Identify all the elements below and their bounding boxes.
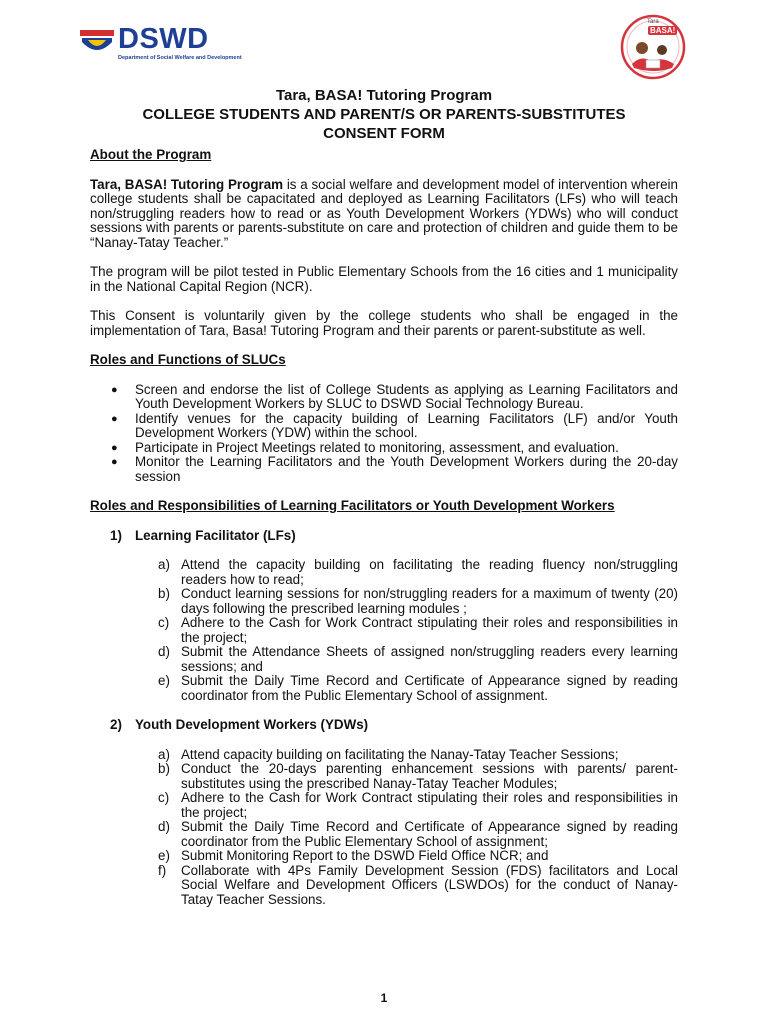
bullet-icon: ●: [111, 383, 118, 396]
ydw-responsibilities-list: [90, 748, 678, 908]
list-item: c) Adhere to the Cash for Work Contract stipulating their roles and responsibilities in the project;: [158, 615, 678, 645]
list-item: ● Identify venues for the capacity building of Learning Facilitators (LF) and/or Youth Development Workers (YDW) within the school.: [111, 410, 678, 440]
dswd-wordmark: DSWD: [118, 23, 209, 55]
roles-heading: Roles and Responsibilities of Learning Facilitators or Youth Development Workers: [90, 498, 615, 513]
list-item: ● Participate in Project Meetings related to monitoring, assessment, and evaluation.: [111, 439, 619, 455]
tara-logo-text: Tara: [647, 19, 659, 25]
list-item: f) Collaborate with 4Ps Family Development Session (FDS) facilitators and Local Social Welfare and Development Officers (LSWDOs) for the conduct of Nanay-Tatay Teacher Sessions.: [158, 862, 678, 907]
list-item: d) Submit the Daily Time Record and Certificate of Appearance signed by reading coordinator from the Public Elementary School of assignment;: [158, 819, 678, 849]
program-title: Tara, BASA! Tutoring Program: [275, 87, 493, 104]
list-item: d) Submit the Attendance Sheets of assigned non/struggling readers every learning sessions; and: [158, 644, 678, 674]
consent-paragraph: This Consent is voluntarily given by the college students who shall be engaged in the implementation of Tara, Basa! Tutoring Program and their parents or parent-substitute as well.: [90, 308, 678, 338]
about-paragraph: [90, 178, 678, 251]
dswd-subtitle: Department of Social Welfare and Development: [118, 55, 242, 61]
list-item: a) Attend capacity building on facilitating the Nanay-Tatay Teacher Sessions;: [158, 746, 619, 762]
list-item: b) Conduct the 20-days parenting enhancement sessions with parents/ parent-substitutes using the prescribed Nanay-Tatay Teacher Modules;: [158, 761, 678, 791]
document-title: [90, 86, 678, 143]
slucs-heading: Roles and Functions of SLUCs: [90, 352, 286, 367]
lf-responsibilities-list: [90, 558, 678, 703]
about-heading: About the Program: [90, 147, 212, 162]
program-name: Tara, BASA! Tutoring Program: [90, 176, 284, 192]
document-body: [90, 148, 678, 907]
list-item: e) Submit the Daily Time Record and Certificate of Appearance signed by reading coordinator from the Public Elementary School of assignment.: [158, 673, 678, 703]
list-item: ● Monitor the Learning Facilitators and the Youth Development Workers during the 20-day session: [111, 454, 678, 484]
list-item: b) Conduct learning sessions for non/struggling readers for a maximum of twenty (20) days following the prescribed learning modules ;: [158, 586, 678, 616]
lf-section-heading: 1) Learning Facilitator (LFs): [110, 527, 296, 543]
about-paragraph-text: is a social welfare and development model of intervention wherein college students shall be capacitated and deployed as Learning Facilitators (LFs) who will teach non/struggling readers how to read or as Youth Development Workers (YDWs) who will conduct sessions with parents or parents-substitute on care and protection of children and guide them to be “Nanay-Tatay Teacher.”: [90, 176, 678, 250]
dswd-logo: [80, 23, 242, 64]
dswd-emblem-icon: [80, 28, 114, 56]
bullet-icon: ●: [111, 456, 118, 468]
list-item: a) Attend the capacity building on facilitating the reading fluency non/struggling readers how to read;: [158, 557, 678, 587]
list-item: ● Screen and endorse the list of College Students as applying as Learning Facilitators and Youth Development Workers by SLUC to DSWD Social Technology Bureau.: [111, 381, 678, 411]
ydw-section-heading: 2) Youth Development Workers (YDWs): [110, 717, 369, 732]
form-title-line: COLLEGE STUDENTS AND PARENT/S OR PARENTS-SUBSTITUTES: [142, 106, 626, 123]
basa-logo-text: BASA!: [650, 26, 676, 35]
pilot-paragraph: The program will be pilot tested in Public Elementary Schools from the 16 cities and 1 municipality in the National Capital Region (NCR).: [90, 264, 678, 294]
page-number: 1: [380, 991, 388, 1005]
list-item: e) Submit Monitoring Report to the DSWD Field Office NCR; and: [158, 848, 549, 863]
bullet-icon: ●: [111, 441, 118, 454]
list-item: c) Adhere to the Cash for Work Contract stipulating their roles and responsibilities in the project;: [158, 790, 678, 820]
slucs-list: [90, 383, 678, 485]
bullet-icon: ●: [111, 412, 118, 425]
form-title-line: CONSENT FORM: [323, 125, 445, 142]
